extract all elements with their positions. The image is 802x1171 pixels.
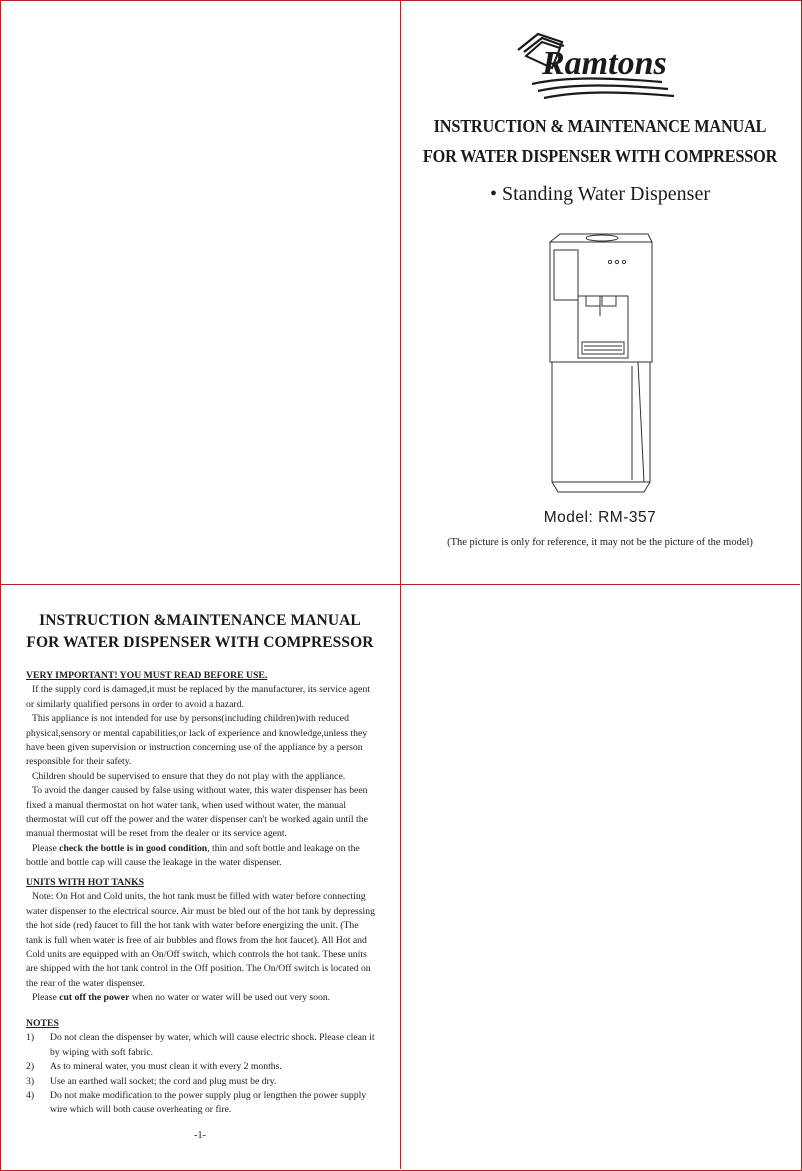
hot-tanks-section bbox=[26, 876, 376, 1006]
note-item bbox=[26, 1075, 376, 1089]
note-item bbox=[26, 1089, 376, 1118]
p5-emphasis: check the bottle is in good condition bbox=[59, 842, 208, 854]
important-section bbox=[26, 669, 376, 871]
hot-tanks-paragraph-1: Note: On Hot and Cold units, the hot tank must be filled with water before connecting water dispenser to the electrical source. Air must be bled out of the hot tank by depressing the hot side (red) faucet to fill the hot tank with water before energizing the unit. (The tank is full when water is free of air bubbles and flows from the hot faucet). All Hot and Cold units are equipped with an On/Off switch, which controls the hot tank. These units are shipped with the hot tank control in the Off position. The On/Off switch is located on the rear of the water dispenser. bbox=[26, 891, 375, 989]
important-paragraph-3: Children should be supervised to ensure that they do not play with the appliance. bbox=[32, 770, 346, 782]
hot-tanks-heading: UNITS WITH HOT TANKS bbox=[26, 877, 144, 888]
hot-tanks-paragraph-2 bbox=[26, 991, 376, 1005]
p5-suffix: , thin and soft bottle and leakage on the bottle and bottle cap will cause the leakage in the water dispenser. bbox=[26, 842, 360, 869]
cover-subtitle: • Standing Water Dispenser bbox=[490, 183, 710, 205]
important-paragraph-5 bbox=[26, 842, 376, 871]
note-number: 1) bbox=[26, 1032, 35, 1044]
water-dispenser-illustration bbox=[540, 230, 660, 498]
page-title-line1: INSTRUCTION &MAINTENANCE MANUAL bbox=[39, 612, 361, 629]
reference-note: (The picture is only for reference, it may not be the picture of the model) bbox=[447, 537, 753, 548]
hot-p2-suffix: when no water or water will be used out very soon. bbox=[129, 992, 331, 1004]
note-item bbox=[26, 1031, 376, 1060]
note-item bbox=[26, 1060, 376, 1074]
important-paragraph-4: To avoid the danger caused by false using without water, this water dispenser has been fixed a manual thermostat on hot water tank, when used without water, the manual thermostat will cut off the power and the water dispenser can't be worked again until the manual thermostat will be reset from the dealer or its service agent. bbox=[26, 785, 368, 840]
note-text: Use an earthed wall socket; the cord and plug must be dry. bbox=[50, 1075, 277, 1087]
note-number: 3) bbox=[26, 1075, 35, 1087]
p5-prefix: Please bbox=[32, 842, 60, 854]
horizontal-divider bbox=[0, 584, 800, 585]
note-text: Do not clean the dispenser by water, which will cause electric shock. Please clean it by wiping with soft fabric. bbox=[50, 1032, 375, 1058]
page-number: -1- bbox=[194, 1130, 206, 1141]
hot-p2-emphasis: cut off the power bbox=[59, 992, 130, 1004]
note-number: 2) bbox=[26, 1061, 35, 1073]
important-heading: VERY IMPORTANT! YOU MUST READ BEFORE USE. bbox=[26, 670, 268, 681]
model-number: Model: RM-357 bbox=[543, 509, 657, 526]
note-text: As to mineral water, you must clean it with every 2 months. bbox=[50, 1061, 282, 1073]
hot-p2-prefix: Please bbox=[32, 992, 60, 1004]
cover-title-line2: FOR WATER DISPENSER WITH COMPRESSOR bbox=[422, 146, 778, 166]
notes-heading: NOTES bbox=[26, 1018, 59, 1029]
note-text: Do not make modification to the power supply plug or lengthen the power supply wire which will both cause overheating or fire. bbox=[50, 1090, 367, 1116]
logo-wordmark: Ramtons bbox=[542, 45, 667, 82]
notes-section bbox=[26, 1017, 376, 1118]
important-paragraph-1: If the supply cord is damaged,it must be replaced by the manufacturer, its service agent or similarly qualified persons in order to avoid a hazard. bbox=[26, 684, 371, 710]
cover-title-line1: INSTRUCTION & MAINTENANCE MANUAL bbox=[433, 116, 767, 136]
page-title-line2: FOR WATER DISPENSER WITH COMPRESSOR bbox=[26, 634, 374, 651]
ramtons-logo bbox=[512, 28, 688, 102]
note-number: 4) bbox=[26, 1090, 35, 1102]
important-paragraph-2: This appliance is not intended for use by persons(including children)with reduced physical,sensory or mental capabilities,or lack of experience and knowledge,unless they have been given supervision or instruction concerning use of the appliance by a person responsible for their safety. bbox=[26, 713, 368, 768]
